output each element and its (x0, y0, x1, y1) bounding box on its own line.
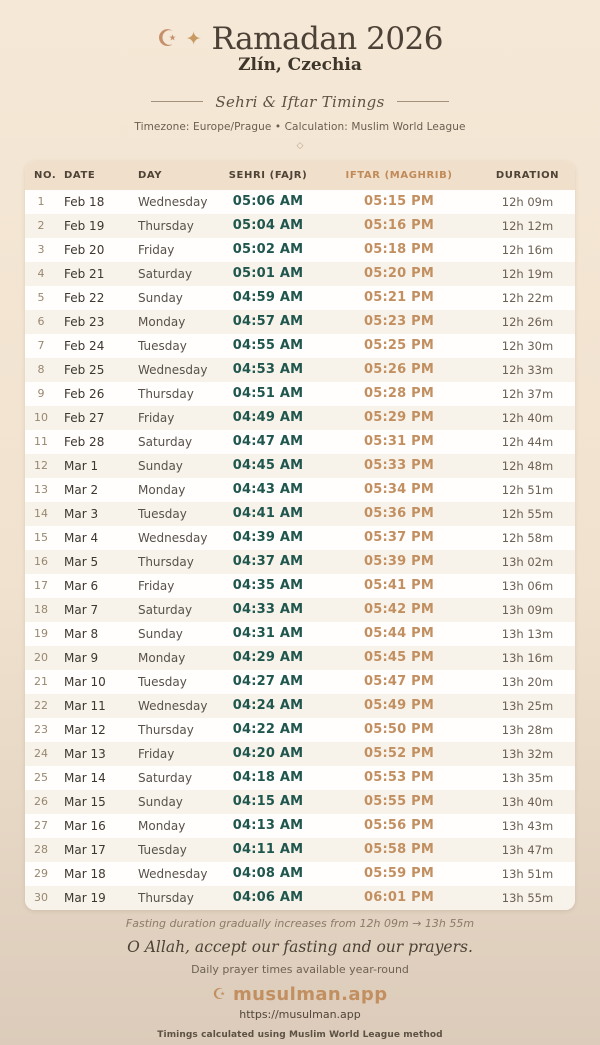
cell-sehri: 04:35 AM (232, 578, 304, 594)
cell-no: 24 (34, 747, 48, 761)
cell-day: Thursday (138, 218, 194, 233)
cell-duration: 13h 47m (501, 842, 554, 857)
cell-sehri: 04:27 AM (232, 674, 304, 690)
cell-sehri: 04:18 AM (232, 770, 304, 786)
cell-no: 15 (34, 531, 48, 545)
cell-sehri: 04:13 AM (232, 818, 304, 834)
cell-day: Sunday (138, 626, 183, 641)
col-header-sehri: SEHRI (FAJR) (218, 161, 318, 190)
cell-duration: 13h 09m (501, 602, 554, 617)
cell-date: Mar 7 (64, 602, 99, 617)
dua-text: O Allah, accept our fasting and our prayers. (127, 937, 473, 956)
cell-no: 22 (34, 699, 48, 713)
table-row (25, 526, 575, 550)
cell-no: 16 (34, 555, 48, 569)
cell-iftar: 05:52 PM (364, 746, 434, 762)
cell-duration: 12h 44m (501, 434, 554, 449)
cell-no: 21 (34, 675, 48, 689)
cell-sehri: 04:39 AM (232, 530, 304, 546)
table-row (25, 790, 575, 814)
cell-no: 30 (34, 891, 48, 905)
table-row (25, 406, 575, 430)
cell-date: Feb 19 (64, 218, 105, 233)
table-row (25, 646, 575, 670)
table-row (25, 670, 575, 694)
cell-day: Tuesday (138, 506, 187, 521)
cell-iftar: 05:25 PM (364, 338, 434, 354)
cell-day: Wednesday (138, 530, 208, 545)
cell-date: Mar 16 (64, 818, 106, 833)
cell-no: 12 (34, 459, 48, 473)
cell-date: Mar 19 (64, 890, 106, 905)
cell-date: Mar 3 (64, 506, 99, 521)
col-header-day: DAY (133, 161, 218, 190)
cell-sehri: 04:45 AM (232, 458, 304, 474)
timezone-calculation-meta: Timezone: Europe/Prague • Calculation: Muslim World League (134, 120, 466, 133)
cell-duration: 13h 02m (501, 554, 554, 569)
cell-sehri: 05:04 AM (232, 218, 304, 234)
cell-no: 27 (34, 819, 48, 833)
col-header-date: DATE (57, 161, 133, 190)
table-row (25, 502, 575, 526)
cell-date: Mar 15 (64, 794, 106, 809)
cell-date: Feb 21 (64, 266, 105, 281)
cell-day: Friday (138, 410, 175, 425)
cell-iftar: 05:26 PM (364, 362, 434, 378)
cell-no: 4 (37, 267, 45, 281)
cell-iftar: 05:56 PM (364, 818, 434, 834)
cell-duration: 13h 06m (501, 578, 554, 593)
cell-duration: 12h 55m (501, 506, 554, 521)
table-row (25, 238, 575, 262)
cell-date: Mar 11 (64, 698, 106, 713)
cell-day: Thursday (138, 890, 194, 905)
cell-date: Mar 13 (64, 746, 106, 761)
timings-table-body (25, 190, 575, 910)
cell-sehri: 04:29 AM (232, 650, 304, 666)
cell-iftar: 05:28 PM (364, 386, 434, 402)
right-rule (397, 101, 449, 102)
table-row (25, 190, 575, 214)
cell-no: 11 (34, 435, 48, 449)
cell-date: Feb 28 (64, 434, 105, 449)
cell-iftar: 05:34 PM (364, 482, 434, 498)
left-rule (151, 101, 203, 102)
cell-day: Sunday (138, 458, 183, 473)
table-row (25, 814, 575, 838)
table-row (25, 262, 575, 286)
cell-duration: 13h 25m (501, 698, 554, 713)
cell-duration: 12h 51m (501, 482, 554, 497)
cell-day: Monday (138, 314, 186, 329)
cell-iftar: 05:29 PM (364, 410, 434, 426)
cell-duration: 12h 12m (501, 218, 554, 233)
cell-no: 28 (34, 843, 48, 857)
table-row (25, 622, 575, 646)
cell-day: Wednesday (138, 194, 208, 209)
cell-sehri: 04:22 AM (232, 722, 304, 738)
cell-iftar: 05:37 PM (364, 530, 434, 546)
cell-no: 6 (37, 315, 45, 329)
cell-duration: 12h 30m (501, 338, 554, 353)
cell-sehri: 04:15 AM (232, 794, 304, 810)
cell-no: 25 (34, 771, 48, 785)
cell-day: Sunday (138, 290, 183, 305)
cell-no: 29 (34, 867, 48, 881)
cell-sehri: 04:24 AM (232, 698, 304, 714)
cell-iftar: 05:50 PM (364, 722, 434, 738)
table-row (25, 598, 575, 622)
cell-day: Thursday (138, 722, 194, 737)
cell-iftar: 05:20 PM (364, 266, 434, 282)
cell-day: Friday (138, 578, 175, 593)
table-header (25, 161, 575, 190)
col-header-iftar: IFTAR (MAGHRIB) (318, 161, 480, 190)
table-row (25, 334, 575, 358)
cell-duration: 12h 40m (501, 410, 554, 425)
cell-day: Sunday (138, 794, 183, 809)
table-row (25, 766, 575, 790)
cell-duration: 12h 48m (501, 458, 554, 473)
cell-duration: 12h 19m (501, 266, 554, 281)
diamond-ornament-icon: ◇ (296, 140, 304, 151)
table-row (25, 454, 575, 478)
cell-day: Saturday (138, 266, 193, 281)
cell-duration: 13h 16m (501, 650, 554, 665)
cell-day: Thursday (138, 386, 194, 401)
brand-link[interactable]: musulman.app (232, 983, 388, 1005)
cell-day: Wednesday (138, 866, 208, 881)
cell-iftar: 05:53 PM (364, 770, 434, 786)
cell-date: Mar 1 (64, 458, 99, 473)
cell-iftar: 05:18 PM (364, 242, 434, 258)
cell-date: Mar 17 (64, 842, 106, 857)
table-row (25, 574, 575, 598)
cell-date: Mar 14 (64, 770, 106, 785)
cell-iftar: 05:45 PM (364, 650, 434, 666)
cell-iftar: 05:41 PM (364, 578, 434, 594)
table-row (25, 358, 575, 382)
cell-date: Mar 9 (64, 650, 99, 665)
cell-iftar: 05:31 PM (364, 434, 434, 450)
cell-date: Mar 12 (64, 722, 106, 737)
cell-sehri: 04:57 AM (232, 314, 304, 330)
cell-sehri: 04:11 AM (232, 842, 304, 858)
cell-duration: 13h 32m (501, 746, 554, 761)
cell-sehri: 04:43 AM (232, 482, 304, 498)
cell-iftar: 05:36 PM (364, 506, 434, 522)
cell-sehri: 04:08 AM (232, 866, 304, 882)
table-row (25, 382, 575, 406)
cell-date: Mar 18 (64, 866, 106, 881)
tagline: Daily prayer times available year-round (191, 962, 409, 976)
cell-iftar: 05:49 PM (364, 698, 434, 714)
cell-duration: 13h 51m (501, 866, 554, 881)
section-title-row (0, 93, 600, 111)
cell-day: Thursday (138, 554, 194, 569)
cell-date: Feb 24 (64, 338, 105, 353)
cell-sehri: 04:31 AM (232, 626, 304, 642)
cell-date: Mar 4 (64, 530, 99, 545)
cell-day: Saturday (138, 602, 193, 617)
brand-url[interactable]: https://musulman.app (239, 1007, 361, 1021)
cell-iftar: 05:16 PM (364, 218, 434, 234)
cell-iftar: 05:23 PM (364, 314, 434, 330)
cell-iftar: 05:42 PM (364, 602, 434, 618)
cell-day: Friday (138, 746, 175, 761)
cell-duration: 13h 20m (501, 674, 554, 689)
cell-sehri: 05:01 AM (232, 266, 304, 282)
cell-sehri: 05:06 AM (232, 194, 304, 210)
cell-date: Feb 26 (64, 386, 105, 401)
location-subtitle: Zlín, Czechia (238, 55, 362, 75)
cell-duration: 13h 43m (501, 818, 554, 833)
cell-sehri: 04:41 AM (232, 506, 304, 522)
cell-no: 18 (34, 603, 48, 617)
cell-no: 14 (34, 507, 48, 521)
cell-date: Feb 25 (64, 362, 105, 377)
page-footer (0, 910, 600, 1040)
cell-day: Friday (138, 242, 175, 257)
cell-no: 13 (34, 483, 48, 497)
cell-iftar: 05:59 PM (364, 866, 434, 882)
cell-day: Monday (138, 482, 186, 497)
cell-no: 20 (34, 651, 48, 665)
table-row (25, 430, 575, 454)
cell-date: Feb 27 (64, 410, 105, 425)
cell-date: Feb 20 (64, 242, 105, 257)
cell-duration: 12h 22m (501, 290, 554, 305)
section-title: Sehri & Iftar Timings (215, 92, 385, 111)
cell-date: Mar 2 (64, 482, 99, 497)
table-row (25, 310, 575, 334)
cell-duration: 12h 16m (501, 242, 554, 257)
cell-day: Monday (138, 650, 186, 665)
cell-iftar: 05:58 PM (364, 842, 434, 858)
cell-sehri: 04:59 AM (232, 290, 304, 306)
cell-duration: 13h 13m (501, 626, 554, 641)
cell-day: Tuesday (138, 674, 187, 689)
cell-iftar: 05:15 PM (364, 194, 434, 210)
cell-sehri: 04:49 AM (232, 410, 304, 426)
cell-iftar: 05:44 PM (364, 626, 434, 642)
cell-no: 2 (37, 219, 45, 233)
cell-day: Saturday (138, 434, 193, 449)
table-row (25, 694, 575, 718)
cell-duration: 12h 58m (501, 530, 554, 545)
brand-row (0, 983, 600, 1005)
cell-duration: 12h 09m (501, 194, 554, 209)
cell-sehri: 04:51 AM (232, 386, 304, 402)
cell-no: 9 (37, 387, 45, 401)
timings-card (25, 161, 575, 910)
cell-day: Monday (138, 818, 186, 833)
cell-duration: 12h 37m (501, 386, 554, 401)
col-header-no: NO. (25, 161, 57, 190)
cell-day: Tuesday (138, 338, 187, 353)
cell-iftar: 05:21 PM (364, 290, 434, 306)
cell-date: Mar 8 (64, 626, 99, 641)
cell-sehri: 04:20 AM (232, 746, 304, 762)
four-pointed-star-icon: ✦ (185, 28, 202, 50)
cell-iftar: 05:47 PM (364, 674, 434, 690)
cell-sehri: 04:06 AM (232, 890, 304, 906)
cell-duration: 12h 33m (501, 362, 554, 377)
title-row (0, 21, 600, 57)
cell-sehri: 04:47 AM (232, 434, 304, 450)
cell-sehri: 05:02 AM (232, 242, 304, 258)
table-row (25, 862, 575, 886)
cell-duration: 12h 26m (501, 314, 554, 329)
cell-iftar: 05:33 PM (364, 458, 434, 474)
table-row (25, 478, 575, 502)
cell-no: 3 (37, 243, 45, 257)
calculation-method-note: Timings calculated using Muslim World League method (157, 1029, 443, 1040)
cell-no: 5 (37, 291, 45, 305)
cell-no: 23 (34, 723, 48, 737)
cell-no: 8 (37, 363, 45, 377)
cell-date: Mar 5 (64, 554, 99, 569)
col-header-duration: DURATION (480, 161, 575, 190)
cell-no: 17 (34, 579, 48, 593)
table-row (25, 214, 575, 238)
cell-date: Mar 6 (64, 578, 99, 593)
cell-iftar: 06:01 PM (364, 890, 434, 906)
cell-day: Tuesday (138, 842, 187, 857)
cell-date: Feb 23 (64, 314, 105, 329)
cell-iftar: 05:55 PM (364, 794, 434, 810)
cell-day: Wednesday (138, 362, 208, 377)
cell-sehri: 04:33 AM (232, 602, 304, 618)
duration-note: Fasting duration gradually increases from 12h 09m → 13h 55m (125, 916, 475, 930)
cell-duration: 13h 28m (501, 722, 554, 737)
cell-duration: 13h 55m (501, 890, 554, 905)
timings-table (25, 161, 575, 910)
table-row (25, 550, 575, 574)
cell-date: Feb 22 (64, 290, 105, 305)
page-title: Ramadan 2026 (211, 21, 443, 57)
cell-no: 26 (34, 795, 48, 809)
cell-date: Mar 10 (64, 674, 106, 689)
table-row (25, 886, 575, 910)
cell-sehri: 04:37 AM (232, 554, 304, 570)
page-header (0, 0, 600, 151)
table-row (25, 838, 575, 862)
cell-sehri: 04:53 AM (232, 362, 304, 378)
cell-no: 19 (34, 627, 48, 641)
table-row (25, 718, 575, 742)
table-row (25, 286, 575, 310)
cell-no: 1 (37, 195, 45, 209)
cell-no: 10 (34, 411, 48, 425)
crescent-star-icon: ☪ (157, 26, 178, 52)
cell-date: Feb 18 (64, 194, 105, 209)
table-row (25, 742, 575, 766)
cell-no: 7 (37, 339, 45, 353)
cell-day: Wednesday (138, 698, 208, 713)
cell-sehri: 04:55 AM (232, 338, 304, 354)
brand-crescent-icon: ☪ (212, 985, 226, 1004)
cell-day: Saturday (138, 770, 193, 785)
cell-duration: 13h 40m (501, 794, 554, 809)
cell-iftar: 05:39 PM (364, 554, 434, 570)
cell-duration: 13h 35m (501, 770, 554, 785)
